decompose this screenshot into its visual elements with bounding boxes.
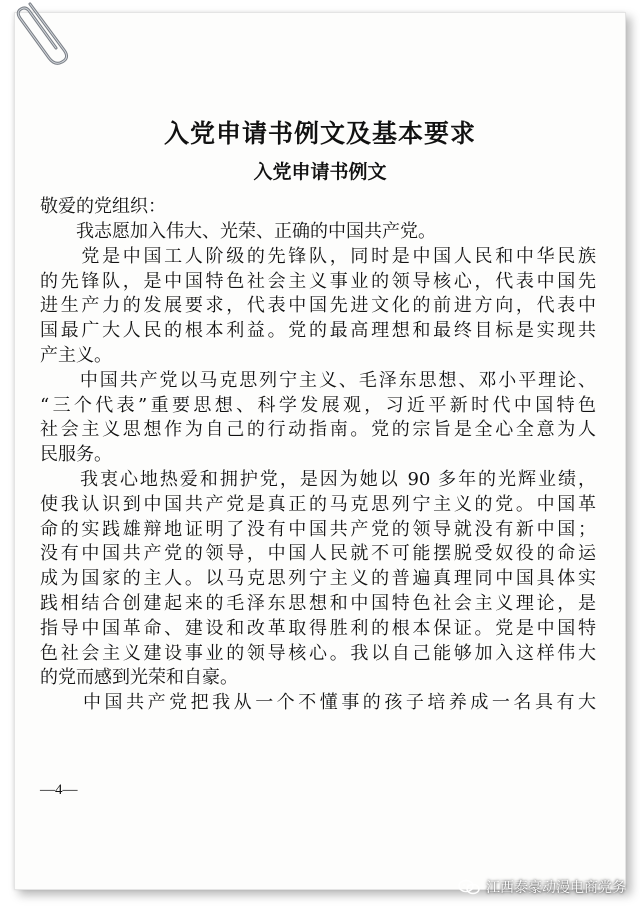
- body-line: 命的实践雄辩地证明了没有中国共产党的领导就没有新中国；: [40, 518, 596, 540]
- document-subtitle: 入党申请书例文: [253, 161, 387, 183]
- body-line: 的党而感到光荣和自豪。: [40, 667, 238, 689]
- body-line: 我衷心地热爱和拥护党，是因为她以 90 多年的光辉业绩，: [40, 469, 596, 490]
- body-line: 党是中国工人阶级的先锋队，同时是中国人民和中华民族: [40, 245, 596, 267]
- watermark: [458, 877, 626, 897]
- body-line: 我志愿加入伟大、光荣、正确的中国共产党。: [40, 221, 436, 242]
- body-line: 成为国家的主人。以马克思列宁主义的普遍真理同中国具体实: [40, 568, 596, 590]
- document-title: 入党申请书例文及基本要求: [163, 119, 476, 148]
- watermark-text: 江西泰豪动漫电商党务: [486, 880, 626, 896]
- body-line: 国最广大人民的根本利益。党的最高理想和最终目标是实现共: [40, 320, 596, 342]
- body-line: 指导中国革命、建设和改革取得胜利的根本保证。党是中国特: [40, 617, 596, 639]
- body-line: 没有中国共产党的领导，中国人民就不可能摆脱受奴役的命运: [40, 543, 596, 565]
- body-line: 产主义。: [40, 345, 112, 366]
- body-line: 社会主义思想作为自己的行动指南。党的宗旨是全心全意为人: [40, 419, 596, 441]
- body-line: 中国共产党把我从一个不懂事的孩子培养成一名具有大: [40, 692, 596, 714]
- body-line: 色社会主义建设事业的领导核心。我以自己能够加入这样伟大: [40, 642, 596, 664]
- page-number: —4—: [40, 782, 78, 798]
- body-line: “三个代表”重要思想、科学发展观，习近平新时代中国特色: [40, 394, 596, 416]
- body-line: 进生产力的发展要求，代表中国先进文化的前进方向，代表中: [40, 295, 596, 317]
- body-line: 践相结合创建起来的毛泽东思想和中国特色社会主义理论，是: [40, 593, 596, 614]
- wechat-icon: [458, 879, 480, 895]
- body-line: 的先锋队，是中国特色社会主义事业的领导核心，代表中国先: [40, 270, 596, 292]
- salutation: 敬爱的党组织：: [40, 196, 166, 217]
- body-line: 使我认识到中国共产党是真正的马克思列宁主义的党。中国革: [40, 493, 596, 515]
- body-line: 民服务。: [40, 444, 112, 466]
- paperclip-icon: [8, 0, 78, 70]
- body-line: 中国共产党以马克思列宁主义、毛泽东思想、邓小平理论、: [40, 369, 596, 391]
